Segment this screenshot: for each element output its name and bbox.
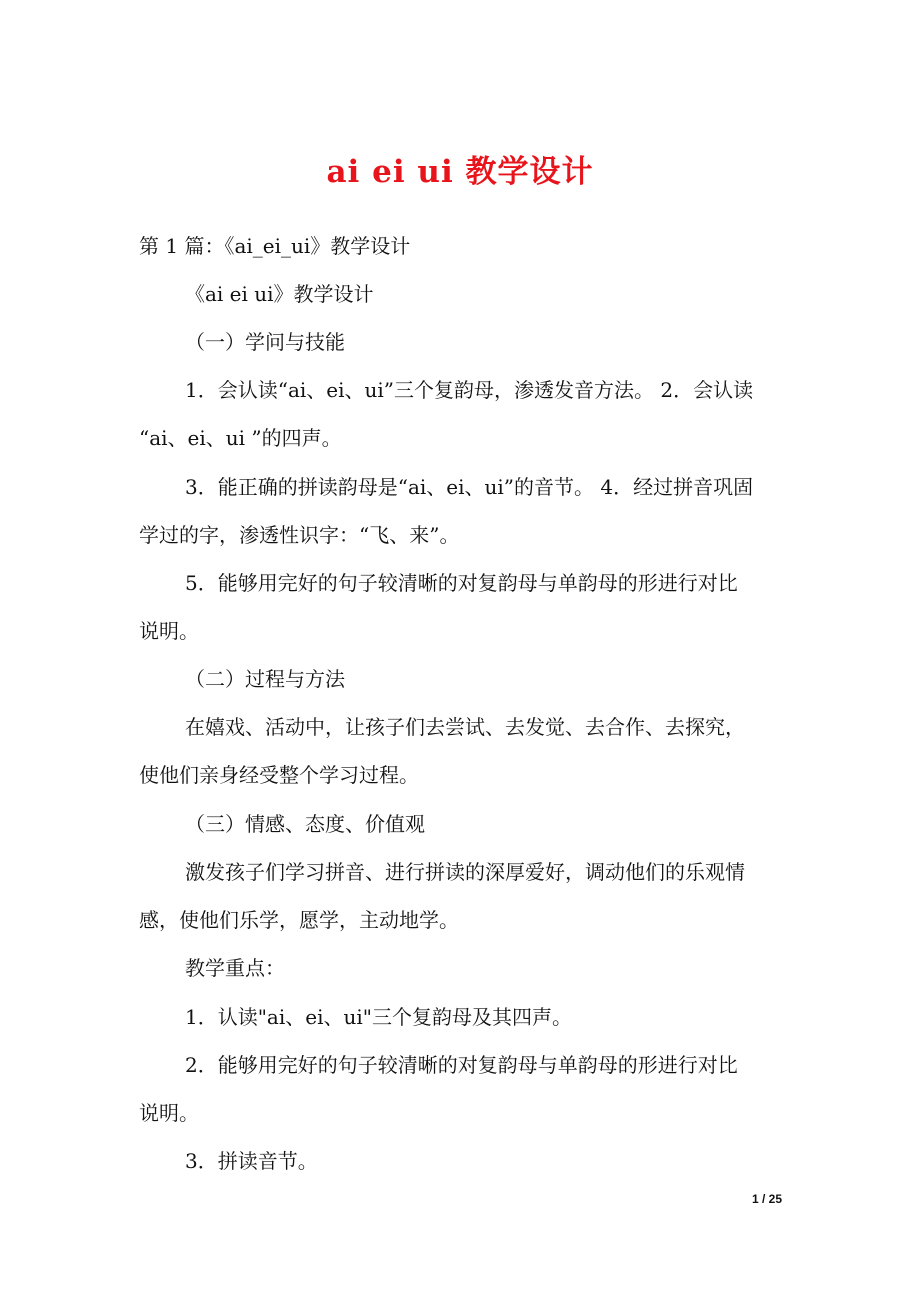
- paragraph-line: 使他们亲身经受整个学习过程。: [139, 763, 419, 787]
- page-number: 1 / 25: [751, 1192, 782, 1206]
- paragraph-line: 2．能够用完好的句子较清晰的对复韵母与单韵母的形进行对比: [185, 1053, 738, 1077]
- paragraph-line: 3．拼读音节。: [185, 1149, 318, 1173]
- paragraph-line: 1．会认读“ai、ei、ui”三个复韵母，渗透发音方法。 2．会认读: [185, 378, 754, 402]
- paragraph-line: 说明。: [139, 1101, 199, 1125]
- paragraph-line: 5．能够用完好的句子较清晰的对复韵母与单韵母的形进行对比: [185, 571, 738, 595]
- section-heading: （三）情感、态度、价值观: [185, 812, 425, 836]
- paragraph-line: 学过的字，渗透性识字：“飞、来”。: [139, 523, 460, 547]
- paragraph-line: 激发孩子们学习拼音、进行拼读的深厚爱好，调动他们的乐观情: [185, 860, 745, 884]
- paragraph-line: 3．能正确的拼读韵母是“ai、ei、ui”的音节。 4．经过拼音巩固: [185, 475, 754, 499]
- paragraph-line: 感，使他们乐学，愿学，主动地学。: [139, 908, 459, 932]
- section-heading: （二）过程与方法: [185, 667, 345, 691]
- paragraph-line: 第 1 篇：《ai_ei_ui》教学设计: [139, 234, 411, 258]
- paragraph-line: 在嬉戏、活动中，让孩子们去尝试、去发觉、去合作、去探究，: [185, 715, 745, 739]
- section-heading: 教学重点：: [185, 956, 285, 980]
- paragraph-line: 1．认读"ai、ei、ui"三个复韵母及其四声。: [185, 1005, 572, 1029]
- paragraph-line: 《ai ei ui》教学设计: [185, 282, 374, 306]
- section-heading: （一）学问与技能: [185, 330, 345, 354]
- paragraph-line: “ai、ei、ui ”的四声。: [139, 426, 342, 450]
- document-title: ai ei ui 教学设计: [326, 154, 594, 190]
- paragraph-line: 说明。: [139, 619, 199, 643]
